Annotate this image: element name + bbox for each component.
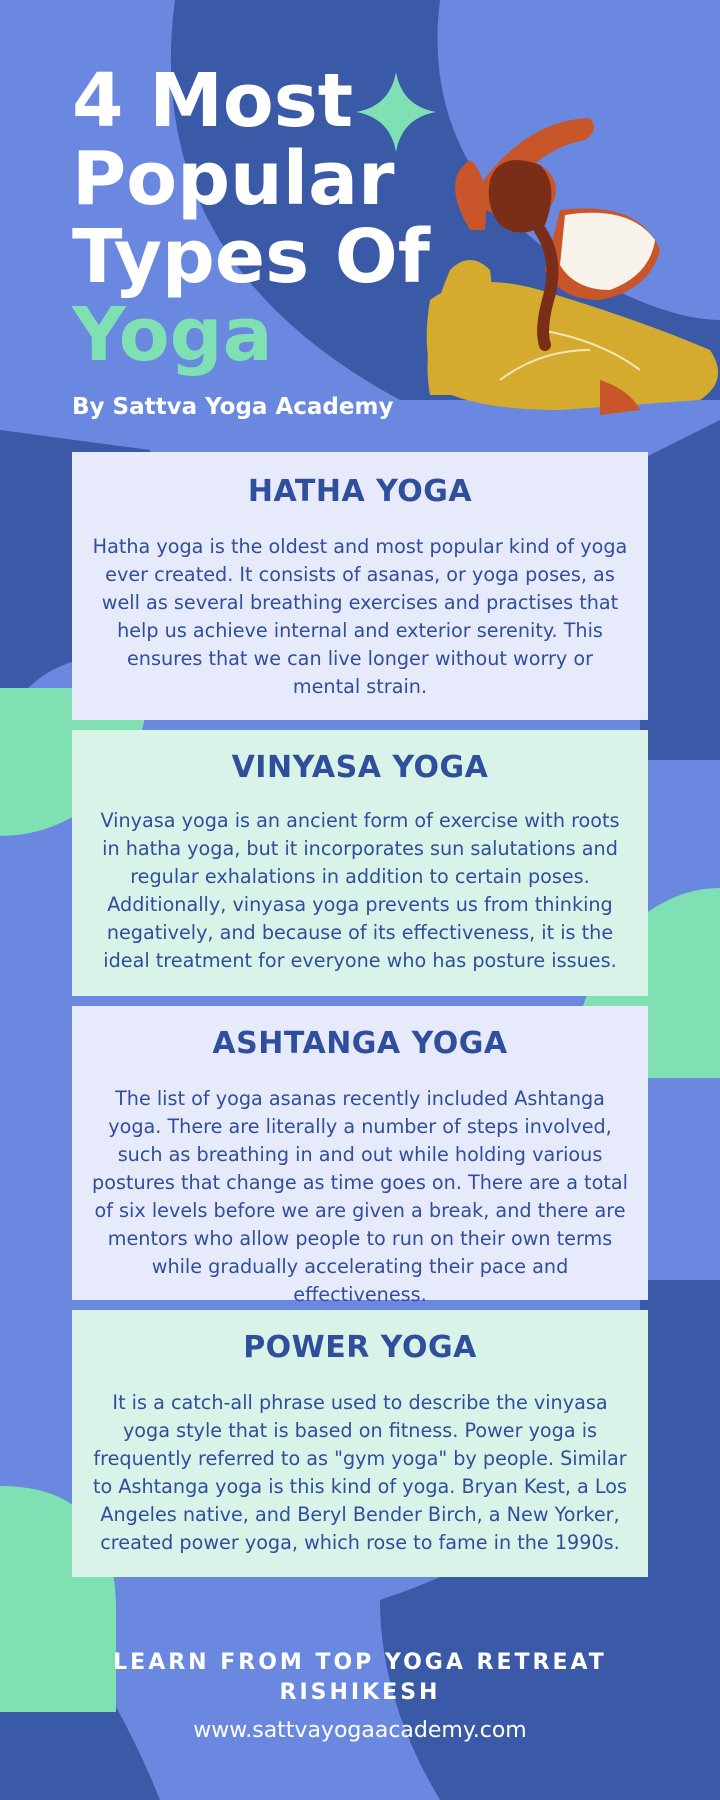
section-title: VINYASA YOGA [231,750,489,785]
section-title: POWER YOGA [243,1330,477,1365]
section-body: It is a catch-all phrase used to describe the vinyasa yoga style that is based on fitness. Power yoga is frequently referred to as "gym yoga" by people. Similar to Ashtanga yoga is this kind of yoga. Bryan Kest, a Los Angeles native, and Beryl Bender Birch, a New Yorker, created power yoga, which rose to fame in the 1990s. [92,1391,628,1554]
website-link[interactable]: www.sattvayogaacademy.com [193,1718,527,1743]
section-card-vinyasa [72,730,648,996]
section-card-ashtanga [72,1006,648,1306]
footer-cta-line-2: RISHIKESH [279,1680,441,1705]
section-body: The list of yoga asanas recently included Ashtanga yoga. There are literally a number of steps involved, such as breathing in and out while holding various postures that change as time goes on. There are a total of six levels before we are given a break, and there are mentors who allow people to run on their own terms while gradually accelerating their pace and effectiveness. [92,1087,628,1306]
title-line-2: Popular [72,136,395,222]
footer-cta [0,1648,720,1708]
footer-cta-line-1: LEARN FROM TOP YOGA RETREAT [113,1650,607,1675]
section-title: HATHA YOGA [247,474,473,509]
section-card-power [72,1310,648,1577]
section-title: ASHTANGA YOGA [212,1026,508,1061]
title-accent: Yoga [72,292,273,378]
section-body: Vinyasa yoga is an ancient form of exercise with roots in hatha yoga, but it incorporates sun salutations and regular exhalations in addition to certain poses. Additionally, vinyasa yoga prevents us from thinking negatively, and because of its effectiveness, it is the ideal treatment for everyone who has posture issues. [100,809,620,972]
page-title [72,58,431,378]
section-body: Hatha yoga is the oldest and most popular kind of yoga ever created. It consists of asanas, or yoga poses, as well as several breathing exercises and practises that help us achieve internal and exterior serenity. This ensures that we can live longer without worry or mental strain. [92,535,628,698]
title-line-1: 4 Most [72,58,354,144]
title-line-3: Types Of [72,214,431,300]
byline: By Sattva Yoga Academy [72,394,394,420]
section-card-hatha [72,452,648,720]
